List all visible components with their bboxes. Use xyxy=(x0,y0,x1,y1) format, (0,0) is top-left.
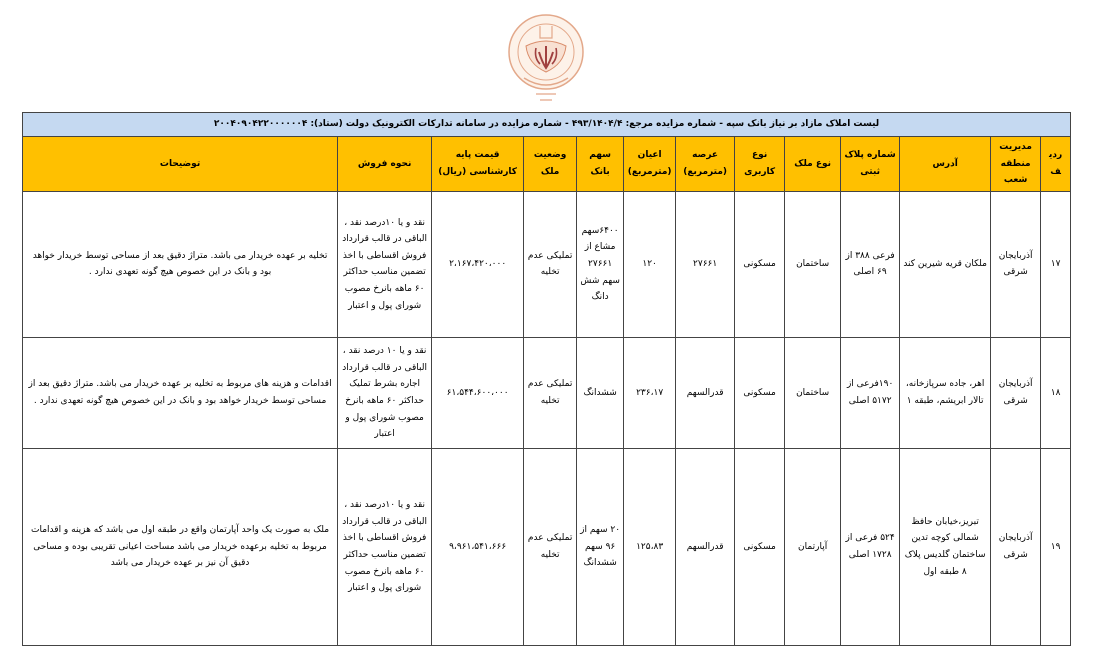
cell-price: ۶۱،۵۴۴،۶۰۰،۰۰۰ xyxy=(432,337,524,448)
cell-building: ۲۳۶،۱۷ xyxy=(624,337,676,448)
bank-emblem-logo xyxy=(506,12,586,106)
col-header-address: آدرس xyxy=(900,137,991,192)
cell-region: آذربایجان شرقی xyxy=(991,337,1041,448)
cell-row-number: ۱۹ xyxy=(1041,448,1071,645)
cell-status: تملیکی عدم تخلیه xyxy=(524,337,577,448)
col-header-sale-method: نحوه فروش xyxy=(338,137,432,192)
col-header-building: اعیان (مترمربع) xyxy=(624,137,676,192)
cell-usage: مسکونی xyxy=(735,448,785,645)
cell-status: تملیکی عدم تخلیه xyxy=(524,448,577,645)
property-listing-table xyxy=(22,112,1071,646)
cell-ownership: ساختمان xyxy=(785,191,841,337)
cell-land: ۲۷۶۶۱ xyxy=(676,191,735,337)
cell-region: آذربایجان شرقی xyxy=(991,448,1041,645)
table-header-row xyxy=(23,137,1071,192)
document-title: لیست املاک مازاد بر نیاز بانک سپه - شماره مزایده مرجع: ۴۹۳/۱۴۰۴/۴ - شماره مزایده در سامانه تدارکات الکترونیک دولت (ستاد): ۲۰۰۴۰۹۰۴۲۲۰۰۰۰۰۰۴ xyxy=(23,113,1071,137)
col-header-usage: نوع کاربری xyxy=(735,137,785,192)
cell-plate: ۵۲۴ فرعی از ۱۷۲۸ اصلی xyxy=(841,448,900,645)
cell-notes: ملک به صورت یک واحد آپارتمان واقع در طبقه اول می باشد که هزینه و اقدامات مربوط به تخلیه برعهده خریدار می باشد مساحت اعیانی تقریبی بوده و مساحی دقیق آن نیز بر عهده خریدار می باشد xyxy=(23,448,338,645)
table-row xyxy=(23,337,1071,448)
cell-address: تبریز،خیابان حافظ شمالی کوچه تدین ساختمان گلدیس پلاک ۸ طبقه اول xyxy=(900,448,991,645)
cell-status: تملیکی عدم تخلیه xyxy=(524,191,577,337)
cell-row-number: ۱۸ xyxy=(1041,337,1071,448)
cell-address: اهر، جاده سرپازخانه، تالار ابریشم، طبقه ۱ xyxy=(900,337,991,448)
cell-sale-method: نقد و یا ۱۰درصد نقد ، الباقی در قالب قرارداد فروش اقساطی با اخذ تضمین مناسب حداکثر ۶۰ ماهه بانرخ مصوب شورای پول و اعتبار xyxy=(338,448,432,645)
cell-bank-share: ۶۴۰۰سهم مشاع از ۲۷۶۶۱ سهم شش دانگ xyxy=(577,191,624,337)
col-header-plate: شماره پلاک ثبتی xyxy=(841,137,900,192)
cell-row-number: ۱۷ xyxy=(1041,191,1071,337)
cell-notes: تخلیه بر عهده خریدار می باشد. متراژ دقیق بعد از مساحی توسط خریدار خواهد بود و بانک در این خصوص هیچ گونه تعهدی ندارد . xyxy=(23,191,338,337)
table-row xyxy=(23,191,1071,337)
cell-building: ۱۲۰ xyxy=(624,191,676,337)
col-header-status: وضعیت ملک xyxy=(524,137,577,192)
cell-region: آذربایجان شرقی xyxy=(991,191,1041,337)
cell-ownership: آپارتمان xyxy=(785,448,841,645)
cell-sale-method: نقد و یا ۱۰درصد نقد ، الباقی در قالب قرارداد فروش اقساطی با اخذ تضمین مناسب حداکثر ۶۰ ماهه بانرخ مصوب شورای پول و اعتبار xyxy=(338,191,432,337)
col-header-notes: توضیحات xyxy=(23,137,338,192)
col-header-land: عرصه (مترمربع) xyxy=(676,137,735,192)
cell-price: ۲،۱۶۷،۴۲۰،۰۰۰ xyxy=(432,191,524,337)
col-header-ownership: نوع ملک xyxy=(785,137,841,192)
col-header-price: قیمت پایه کارشناسی (ریال) xyxy=(432,137,524,192)
col-header-region: مدیریت منطقه شعب xyxy=(991,137,1041,192)
cell-sale-method: نقد و یا ۱۰ درصد نقد ، الباقی در قالب قرارداد اجاره بشرط تملیک حداکثر ۶۰ ماهه بانرخ مصوب شورای پول و اعتبار xyxy=(338,337,432,448)
cell-ownership: ساختمان xyxy=(785,337,841,448)
cell-plate: ۱۹۰فرعی از ۵۱۷۲ اصلی xyxy=(841,337,900,448)
cell-usage: مسکونی xyxy=(735,337,785,448)
cell-plate: فرعی ۳۸۸ از ۶۹ اصلی xyxy=(841,191,900,337)
cell-notes: اقدامات و هزینه های مربوط به تخلیه بر عهده خریدار می باشد. متراژ دقیق بعد از مساحی توسط خریدار خواهد بود و بانک در این خصوص هیچ گونه تعهدی ندارد . xyxy=(23,337,338,448)
cell-bank-share: ششدانگ xyxy=(577,337,624,448)
cell-building: ۱۲۵،۸۳ xyxy=(624,448,676,645)
table-row xyxy=(23,448,1071,645)
col-header-row: ردیف xyxy=(1041,137,1071,192)
cell-usage: مسکونی xyxy=(735,191,785,337)
cell-price: ۹،۹۶۱،۵۴۱،۶۶۶ xyxy=(432,448,524,645)
cell-bank-share: ۲۰ سهم از ۹۶ سهم ششدانگ xyxy=(577,448,624,645)
cell-address: ملکان قریه شیرین کند xyxy=(900,191,991,337)
cell-land: قدرالسهم xyxy=(676,337,735,448)
col-header-bank-share: سهم بانک xyxy=(577,137,624,192)
cell-land: قدرالسهم xyxy=(676,448,735,645)
